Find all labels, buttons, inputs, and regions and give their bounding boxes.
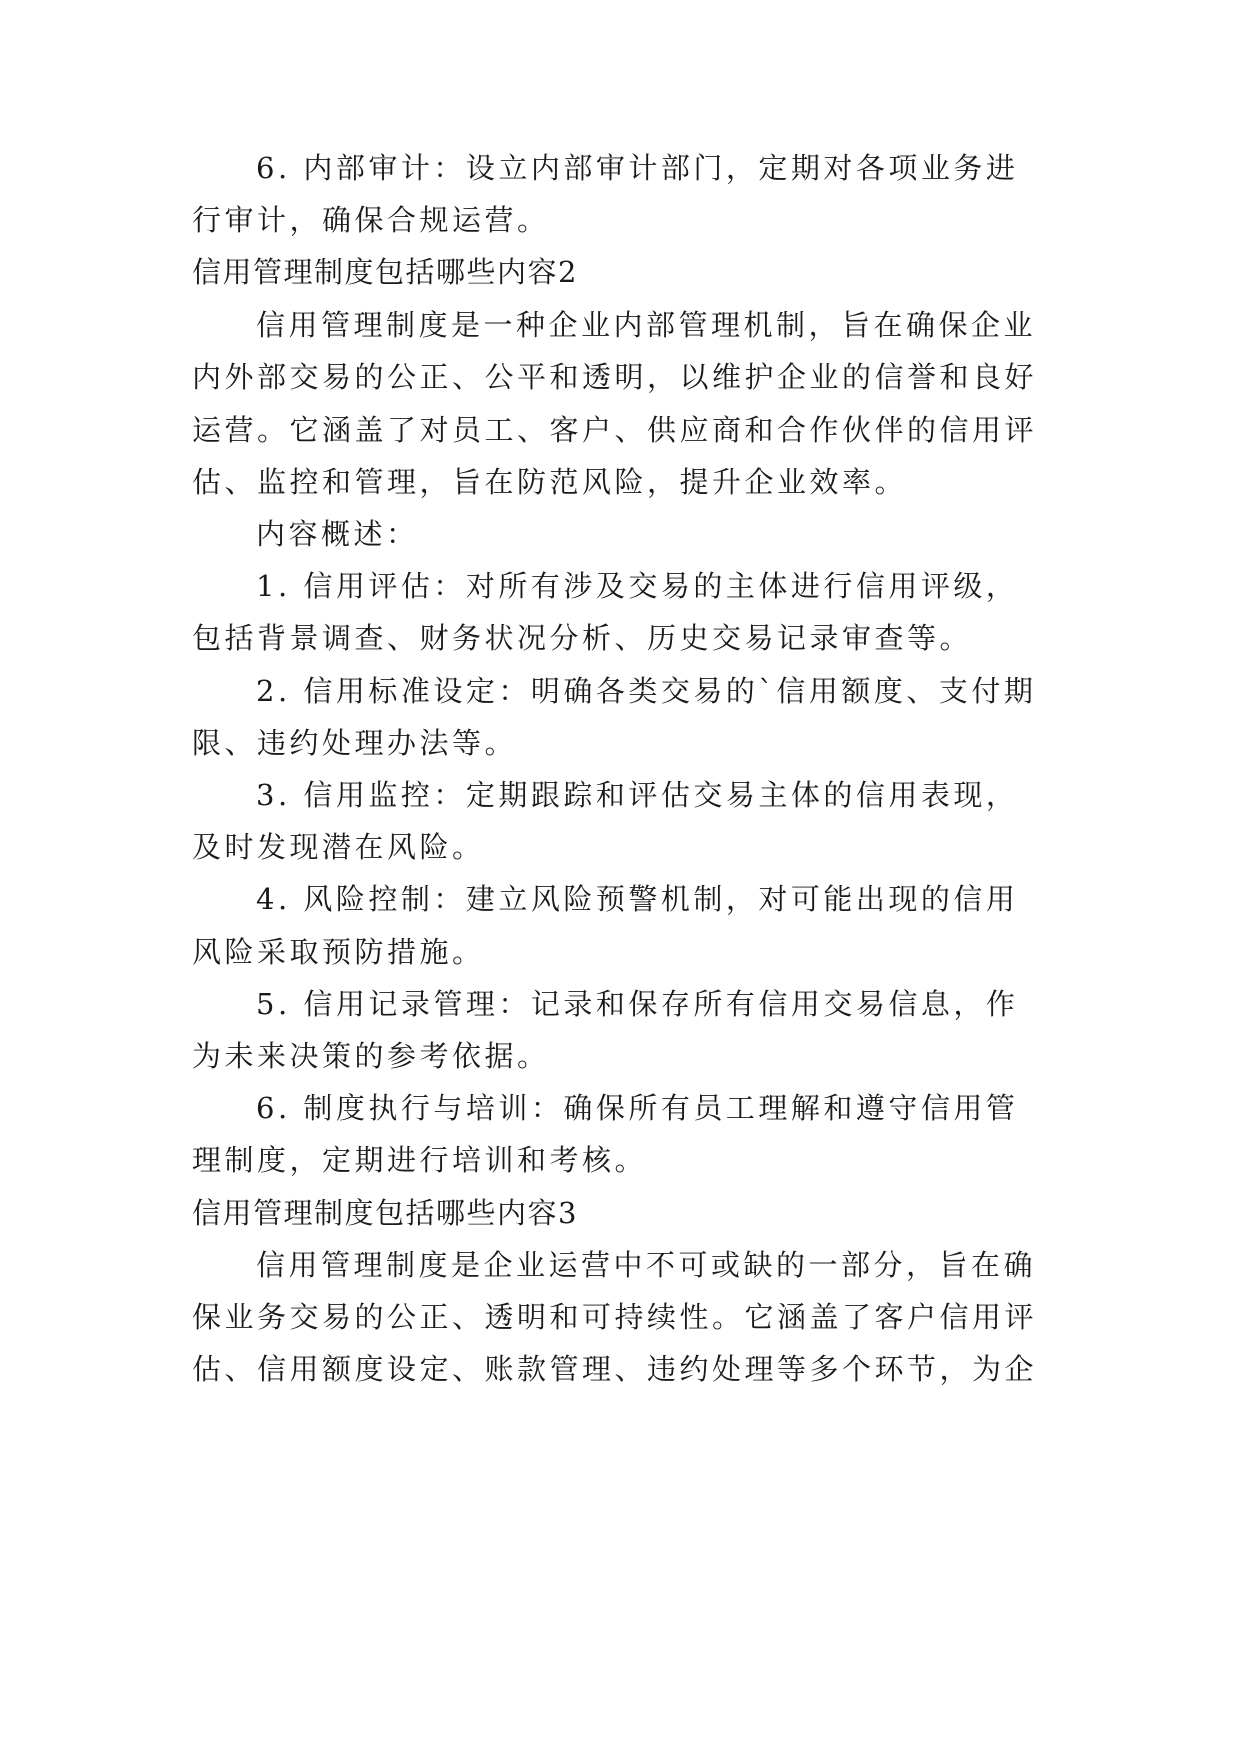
item-5-line-1: 5. 信用记录管理：记录和保存所有信用交易信息，作	[256, 987, 1019, 1021]
item-4-line-2: 风险采取预防措施。	[192, 935, 485, 969]
section-heading-3: 信用管理制度包括哪些内容3	[192, 1196, 578, 1230]
section-heading-2: 信用管理制度包括哪些内容2	[192, 255, 578, 289]
overview-label: 内容概述：	[256, 517, 419, 551]
item-3-line-2: 及时发现潜在风险。	[192, 830, 485, 864]
paragraph-intro-3-line-3: 估、信用额度设定、账款管理、违约处理等多个环节，为企	[192, 1352, 1038, 1386]
paragraph-intro-2-line-1: 信用管理制度是一种企业内部管理机制，旨在确保企业	[256, 308, 1037, 342]
paragraph-internal-audit-line-1: 6. 内部审计：设立内部审计部门，定期对各项业务进	[256, 151, 1019, 185]
paragraph-intro-3-line-2: 保业务交易的公正、透明和可持续性。它涵盖了客户信用评	[192, 1300, 1038, 1334]
item-6-line-2: 理制度，定期进行培训和考核。	[192, 1143, 648, 1177]
item-4-line-1: 4. 风险控制：建立风险预警机制，对可能出现的信用	[256, 882, 1019, 916]
paragraph-intro-2-line-2: 内外部交易的公正、公平和透明，以维护企业的信誉和良好	[192, 360, 1038, 394]
paragraph-internal-audit-line-2: 行审计，确保合规运营。	[192, 203, 550, 237]
item-1-line-1: 1. 信用评估：对所有涉及交易的主体进行信用评级，	[256, 569, 1019, 603]
paragraph-intro-2-line-3: 运营。它涵盖了对员工、客户、供应商和合作伙伴的信用评	[192, 413, 1038, 447]
item-3-line-1: 3. 信用监控：定期跟踪和评估交易主体的信用表现，	[256, 778, 1019, 812]
paragraph-intro-2-line-4: 估、监控和管理，旨在防范风险，提升企业效率。	[192, 465, 908, 499]
item-5-line-2: 为未来决策的参考依据。	[192, 1039, 550, 1073]
item-2-line-1: 2. 信用标准设定：明确各类交易的`信用额度、支付期	[256, 674, 1037, 708]
item-6-line-1: 6. 制度执行与培训：确保所有员工理解和遵守信用管	[256, 1091, 1019, 1125]
paragraph-intro-3-line-1: 信用管理制度是企业运营中不可或缺的一部分，旨在确	[256, 1248, 1037, 1282]
item-2-line-2: 限、违约处理办法等。	[192, 726, 518, 760]
item-1-line-2: 包括背景调查、财务状况分析、历史交易记录审查等。	[192, 621, 973, 655]
